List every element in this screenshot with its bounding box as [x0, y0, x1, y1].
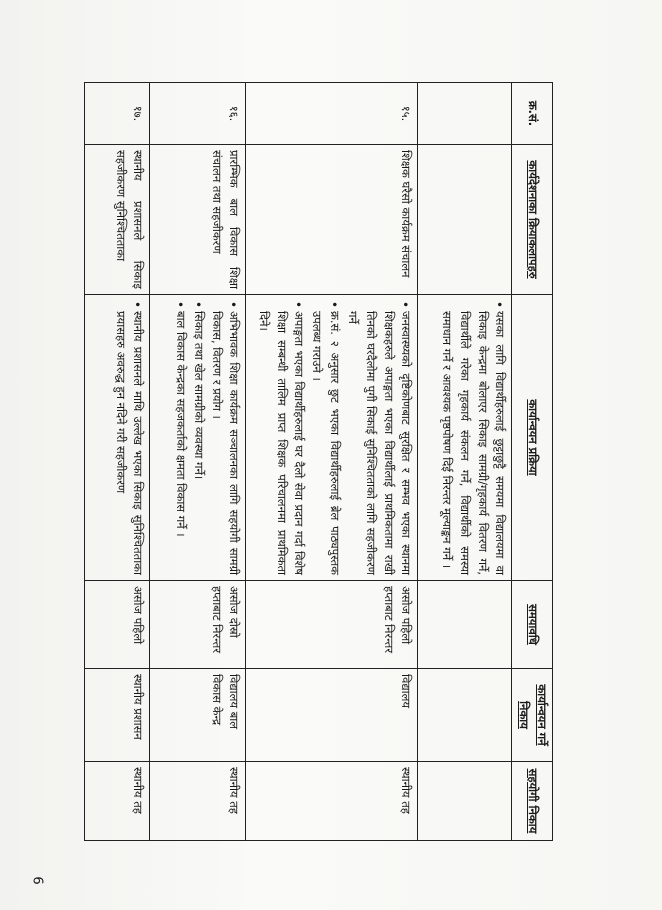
action-plan-table: [84, 82, 553, 841]
page-number: 6: [29, 876, 45, 885]
row-supporting-agency: स्थानीय तह: [246, 762, 418, 841]
header-process: कार्यान्वयन प्रक्रिया: [512, 295, 553, 581]
table-row: [418, 83, 512, 841]
header-implementing-agency: कार्यान्वयन गर्ने निकाय: [512, 669, 553, 762]
row-implementing-agency: विद्यालय बाल विकास केन्द्र: [150, 669, 246, 762]
row-activity: शिक्षक घरैसो कार्यक्रम संचालन: [246, 145, 418, 295]
process-item: • बाल विकास केन्द्रका सहजकर्ताको क्षमता विकास गर्ने ।: [171, 311, 189, 575]
process-item: • यसका लागि विद्यार्थीहरुलाई छुट्टाछुट्टै समयमा विद्यालयमा वा सिकाइ केन्द्रमा बोलाएर सिकाइ सामग्री/गृहकार्य वितरण गर्ने, विद्यार्थीले गरेका गृहकार्य संकलन गर्ने, विद्यार्थीको समस्या समाधान गर्ने र आवश्यक पृष्ठपोषण दिई निरन्तर मूल्याङ्कन गर्ने ।: [437, 311, 508, 575]
row-sn: १६.: [150, 83, 246, 145]
process-item: • जनस्वास्थ्यको दृष्टिकोणबाट सुरक्षित र सम्भव भएका स्थानमा शिक्षकहरुले अपाङ्गता भएका विद्यार्थीलाई प्राथमिकतामा राखी तिनको घरदैलोमा पुगी सिकाई सुनिश्चितताको लागि सहजीकरण गर्ने: [343, 311, 414, 575]
row-timeline: असोज पहिलो हप्ताबाट निरन्तर: [246, 581, 418, 669]
table-row: [150, 83, 246, 841]
row-sn: १७.: [85, 83, 150, 145]
row-process: [85, 295, 150, 581]
table-row: [85, 83, 150, 841]
row-activity: स्थानीय प्रशासनले सिकाइ सहजीकरण सुनिश्चितताका: [85, 145, 150, 295]
header-timeline: समयावधि: [512, 581, 553, 669]
row-implementing-agency: विद्यालय: [246, 669, 418, 762]
row-process: [418, 295, 512, 581]
row-supporting-agency: [418, 762, 512, 841]
row-sn: [418, 83, 512, 145]
row-activity: प्रारम्भिक बाल विकास शिक्षा संचालन तथा सहजीकरण: [150, 145, 246, 295]
row-implementing-agency: स्थानीय प्रशासन: [85, 669, 150, 762]
row-process: [246, 295, 418, 581]
process-item: • अपाङ्गता भएका विद्यार्थीहरुलाई घर दैलो सेवा प्रदान गर्दा विशेष शिक्षा सम्बन्धी तालिम प्राप्त शिक्षक परिचालनमा प्राथमिकता दिने।: [254, 311, 307, 575]
row-sn: १५.: [246, 83, 418, 145]
header-activity: कार्यदेशनाका क्रियाकलापहरु: [512, 145, 553, 295]
row-supporting-agency: स्थानीय तह: [85, 762, 150, 841]
rotated-table-container: [92, 82, 553, 840]
process-item: • सिकाइ तथा खेल सामग्रीको व्यवस्था गर्ने।: [189, 311, 207, 575]
process-item: • अभिभावक शिक्षा कार्यक्रम सञ्चालनका लागि सहयोगी सामग्री विकास, वितरण र प्रयोग ।: [207, 311, 243, 575]
row-activity: [418, 145, 512, 295]
row-timeline: [418, 581, 512, 669]
table-row: [246, 83, 418, 841]
row-implementing-agency: [418, 669, 512, 762]
process-item: • स्थानीय प्रशासनले माथि उल्लेख भएका सिकाइ सुनिश्चितताका प्रयासहरु अवरुद्ध हुन नदिने गरी सहजीकरण: [111, 311, 147, 575]
row-process: [150, 295, 246, 581]
process-item: • क्र.सं. २ अनुसार छुट भएका विद्यार्थीहरुलाई ब्रेल पाठ्यपुस्तक उपलब्ध गराउने ।: [308, 311, 344, 575]
row-supporting-agency: स्थानीय तह: [150, 762, 246, 841]
row-timeline: असोज दोस्रो हप्ताबाट निरन्तर: [150, 581, 246, 669]
header-sn: क्र.सं.: [512, 83, 553, 145]
row-timeline: असोज पहिलो: [85, 581, 150, 669]
table-header-row: [512, 83, 553, 841]
header-supporting-agency: सहयोगी निकाय: [512, 762, 553, 841]
